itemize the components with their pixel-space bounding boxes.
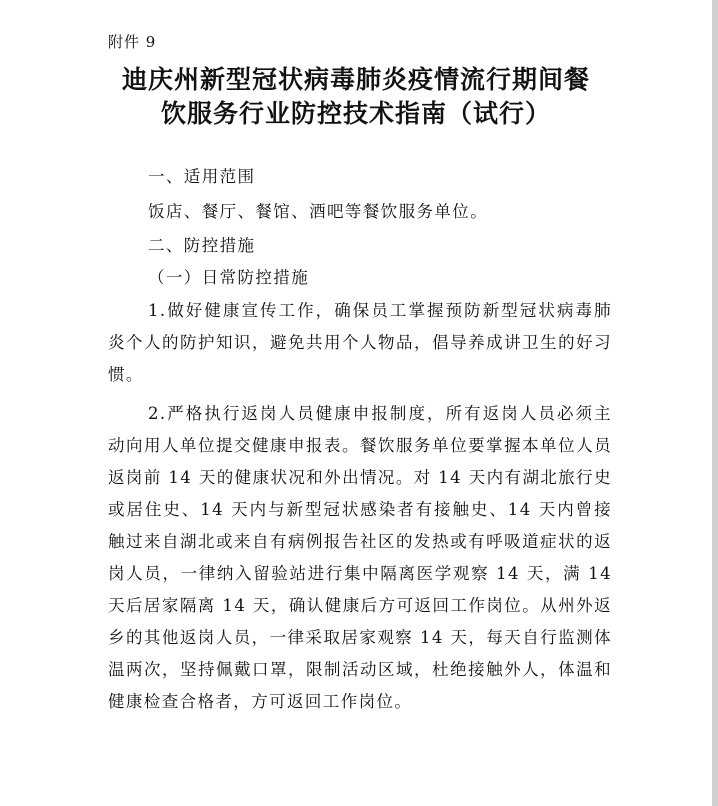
scope-text: 饭店、餐厅、餐馆、酒吧等餐饮服务单位。 xyxy=(148,202,489,221)
vertical-scrollbar[interactable] xyxy=(712,0,718,806)
attachment-label: 附件 9 xyxy=(108,33,157,51)
item-1-paragraph: 1.做好健康宣传工作，确保员工掌握预防新型冠状病毒肺炎个人的防护知识，避免共用个人物品，倡导养成讲卫生的好习惯。 xyxy=(108,301,612,384)
document-title-line-2: 饮服务行业防控技术指南（试行） xyxy=(160,99,551,128)
scope-heading: 一、适用范围 xyxy=(148,167,256,186)
document-title-line-1: 迪庆州新型冠状病毒肺炎疫情流行期间餐 xyxy=(121,65,590,94)
daily-measures-heading: （一）日常防控措施 xyxy=(148,268,310,287)
measures-heading: 二、防控措施 xyxy=(148,236,256,255)
item-2-paragraph: 2.严格执行返岗人员健康申报制度，所有返岗人员必须主动向用人单位提交健康申报表。餐饮服务单位要掌握本单位人员返岗前 14 天的健康状况和外出情况。对 14 天内有湖北旅行史或居住史、14 天内与新型冠状感染者有接触史、14 天内曾接触过来自湖北或来自有病例报告社区的发热或有呼吸道症状的返岗人员，一律纳入留验站进行集中隔离医学观察 14 天，满 14 天后居家隔离 14 天，确认健康后方可返回工作岗位。从州外返乡的其他返岗人员，一律采取居家观察 14 天，每天自行监测体温两次，坚持佩戴口罩，限制活动区域，杜绝接触外人，体温和健康检查合格者，方可返回工作岗位。 xyxy=(108,404,612,711)
